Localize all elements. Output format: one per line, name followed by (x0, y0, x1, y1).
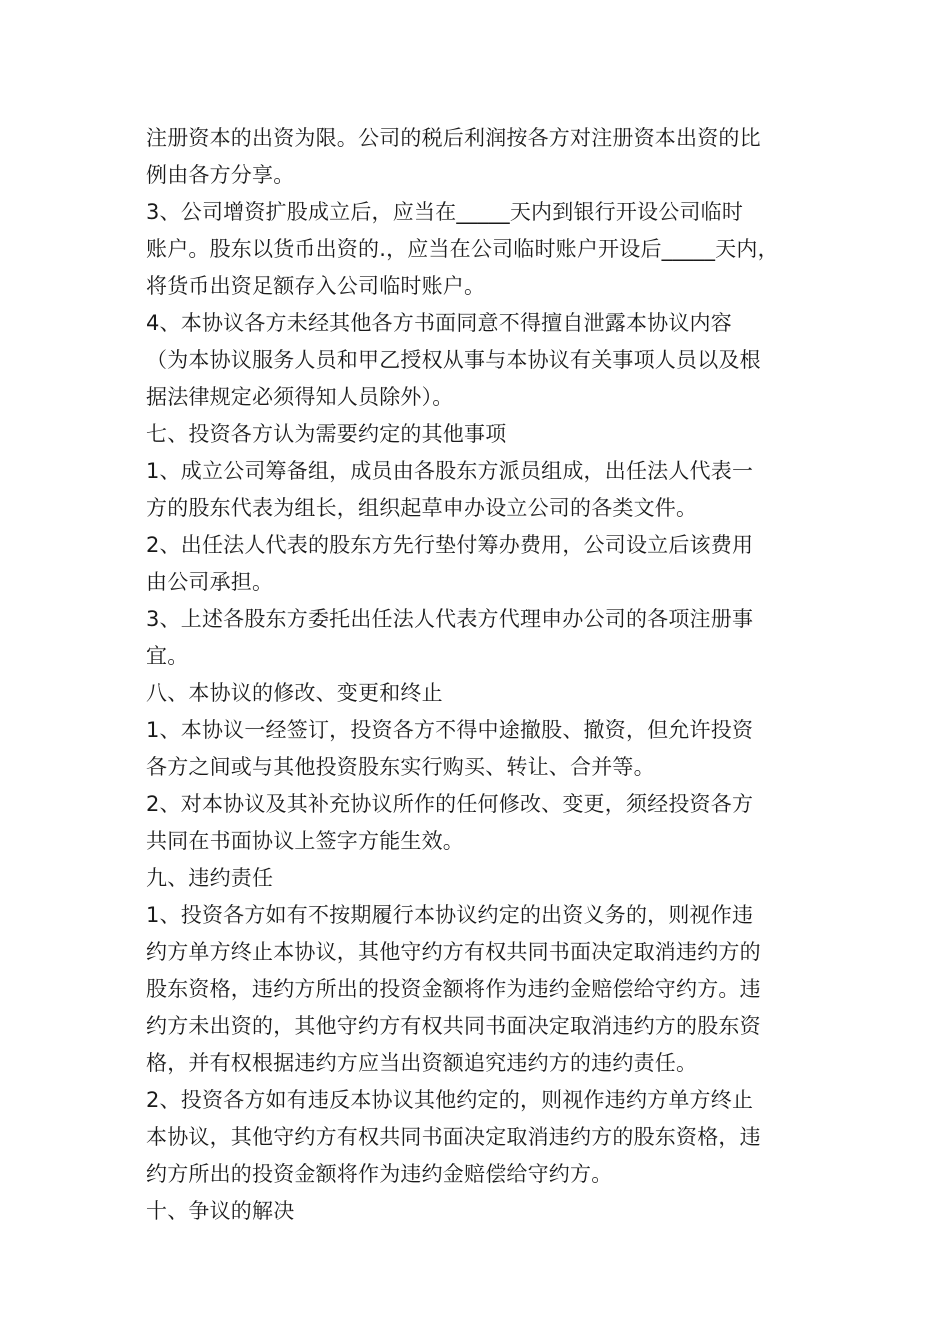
text-line: 账户。股东以货币出资的.，应当在公司临时账户开设后_____天内， (146, 237, 779, 261)
text-line: 例由各方分享。 (146, 163, 295, 187)
text-line: 2、出任法人代表的股东方先行垫付筹办费用，公司设立后该费用 (146, 533, 754, 557)
text-line: 格，并有权根据违约方应当出资额追究违约方的违约责任。 (146, 1051, 698, 1075)
text-line: 将货币出资足额存入公司临时账户。 (146, 274, 486, 298)
text-line: 方的股东代表为组长，组织起草申办设立公司的各类文件。 (146, 496, 698, 520)
text-line: 2、对本协议及其补充协议所作的任何修改、变更，须经投资各方 (146, 792, 754, 816)
text-line: （为本协议服务人员和甲乙授权从事与本协议有关事项人员以及根 (146, 348, 761, 372)
text-line: 2、投资各方如有违反本协议其他约定的，则视作违约方单方终止 (146, 1088, 754, 1112)
text-line: 据法律规定必须得知人员除外）。 (146, 385, 454, 409)
text-line: 约方单方终止本协议，其他守约方有权共同书面决定取消违约方的 (146, 940, 761, 964)
text-line: 本协议，其他守约方有权共同书面决定取消违约方的股东资格，违 (146, 1125, 761, 1149)
text-line: 股东资格，违约方所出的投资金额将作为违约金赔偿给守约方。违 (146, 977, 761, 1001)
text-line: 约方所出的投资金额将作为违约金赔偿给守约方。 (146, 1162, 613, 1186)
text-line: 各方之间或与其他投资股东实行购买、转让、合并等。 (146, 755, 655, 779)
section-heading: 七、投资各方认为需要约定的其他事项 (146, 422, 507, 446)
text-line: 3、公司增资扩股成立后，应当在_____天内到银行开设公司临时 (146, 200, 744, 224)
text-line: 共同在书面协议上签字方能生效。 (146, 829, 464, 853)
text-line: 4、本协议各方未经其他各方书面同意不得擅自泄露本协议内容 (146, 311, 732, 335)
text-line: 1、本协议一经签订，投资各方不得中途撤股、撤资，但允许投资 (146, 718, 754, 742)
text-line: 3、上述各股东方委托出任法人代表方代理申办公司的各项注册事 (146, 607, 754, 631)
text-line: 由公司承担。 (146, 570, 274, 594)
text-line: 宜。 (146, 644, 189, 668)
section-heading: 九、违约责任 (146, 866, 274, 890)
text-line: 1、投资各方如有不按期履行本协议约定的出资义务的，则视作违 (146, 903, 754, 927)
text-line: 注册资本的出资为限。公司的税后利润按各方对注册资本出资的比 (146, 126, 761, 150)
section-heading: 十、争议的解决 (146, 1199, 295, 1223)
text-line: 1、成立公司筹备组，成员由各股东方派员组成，出任法人代表一 (146, 459, 754, 483)
section-heading: 八、本协议的修改、变更和终止 (146, 681, 443, 705)
text-line: 约方未出资的，其他守约方有权共同书面决定取消违约方的股东资 (146, 1014, 761, 1038)
